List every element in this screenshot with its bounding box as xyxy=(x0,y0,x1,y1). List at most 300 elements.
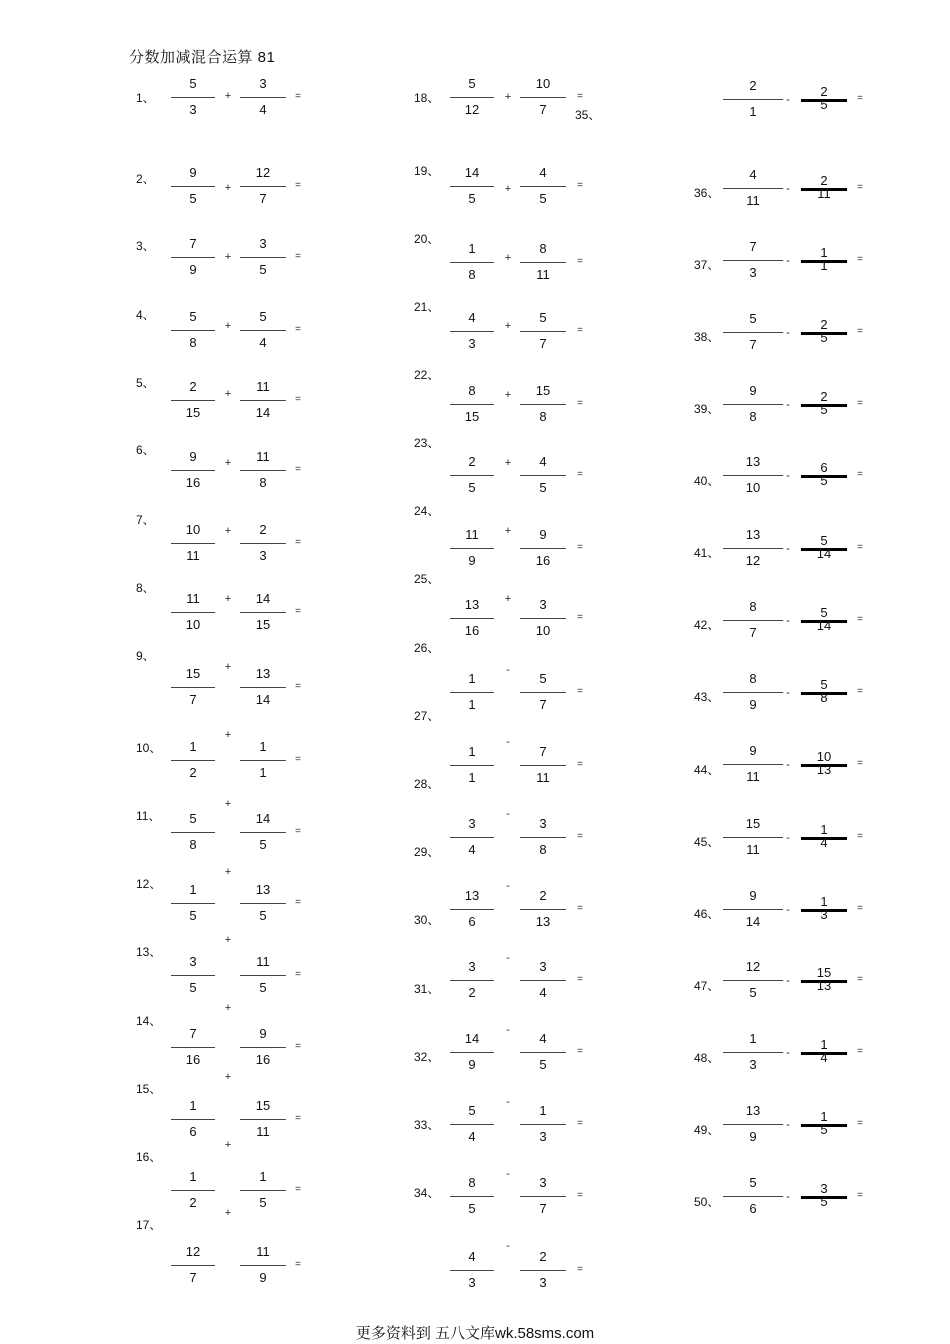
numerator-2: 15 xyxy=(816,965,832,980)
problem-number: 48、 xyxy=(694,1051,720,1065)
numerator-2: 15 xyxy=(255,1098,271,1113)
denominator-2: 5 xyxy=(259,980,267,995)
numerator-2: 5 xyxy=(539,671,547,686)
operator-sign: + xyxy=(224,729,232,741)
denominator-1: 9 xyxy=(189,262,197,277)
equals-sign: = xyxy=(577,325,583,336)
numerator-2: 5 xyxy=(539,310,547,325)
numerator-1: 1 xyxy=(189,1098,197,1113)
problem-number: 37、 xyxy=(694,258,720,272)
page-title: 分数加减混合运算 81 xyxy=(129,49,276,66)
operator-sign: + xyxy=(224,593,232,605)
numerator-1: 8 xyxy=(468,383,476,398)
denominator-2: 4 xyxy=(259,102,267,117)
numerator-1: 14 xyxy=(464,1031,480,1046)
fraction-bar-1 xyxy=(171,687,215,688)
denominator-1: 8 xyxy=(189,335,197,350)
equals-sign: = xyxy=(857,1046,863,1057)
denominator-2: 4 xyxy=(820,835,828,850)
numerator-2: 3 xyxy=(539,816,547,831)
numerator-2: 2 xyxy=(820,173,828,188)
fraction-bar-1 xyxy=(171,470,215,471)
fraction-bar-1 xyxy=(450,1270,494,1271)
numerator-2: 10 xyxy=(535,76,551,91)
problem-number: 1、 xyxy=(136,91,155,105)
equals-sign: = xyxy=(295,1041,301,1052)
denominator-1: 7 xyxy=(189,1270,197,1285)
numerator-2: 14 xyxy=(255,591,271,606)
fraction-bar-2 xyxy=(240,1190,286,1191)
denominator-1: 5 xyxy=(749,985,757,1000)
operator-sign: + xyxy=(224,934,232,946)
denominator-2: 5 xyxy=(539,191,547,206)
denominator-1: 1 xyxy=(468,770,476,785)
operator-sign: + xyxy=(224,866,232,878)
numerator-1: 5 xyxy=(468,1103,476,1118)
problem-number: 21、 xyxy=(414,300,440,314)
numerator-1: 9 xyxy=(749,888,757,903)
fraction-bar-2 xyxy=(520,1124,566,1125)
numerator-2: 5 xyxy=(820,677,828,692)
operator-sign: - xyxy=(786,1119,790,1131)
problem-number: 43、 xyxy=(694,690,720,704)
denominator-2: 7 xyxy=(539,1201,547,1216)
numerator-1: 4 xyxy=(468,310,476,325)
problem-number: 27、 xyxy=(414,709,440,723)
fraction-bar-1 xyxy=(171,1119,215,1120)
equals-sign: = xyxy=(295,754,301,765)
denominator-1: 5 xyxy=(468,1201,476,1216)
fraction-bar-1 xyxy=(723,909,783,910)
denominator-1: 12 xyxy=(464,102,480,117)
numerator-2: 13 xyxy=(255,666,271,681)
fraction-bar-1 xyxy=(450,618,494,619)
equals-sign: = xyxy=(295,897,301,908)
equals-sign: = xyxy=(577,903,583,914)
problem-number: 31、 xyxy=(414,982,440,996)
equals-sign: = xyxy=(857,614,863,625)
problem-number: 24、 xyxy=(414,504,440,518)
denominator-2: 11 xyxy=(817,186,831,201)
operator-sign: + xyxy=(224,320,232,332)
fraction-bar-1 xyxy=(723,980,783,981)
fraction-bar-2 xyxy=(520,1196,566,1197)
fraction-bar-1 xyxy=(723,692,783,693)
fraction-bar-2 xyxy=(240,1265,286,1266)
problem-number: 44、 xyxy=(694,763,720,777)
denominator-2: 14 xyxy=(255,405,271,420)
denominator-1: 5 xyxy=(468,480,476,495)
numerator-1: 2 xyxy=(749,78,757,93)
numerator-2: 2 xyxy=(539,888,547,903)
equals-sign: = xyxy=(577,759,583,770)
fraction-bar-2 xyxy=(240,760,286,761)
numerator-2: 2 xyxy=(539,1249,547,1264)
problem-number: 39、 xyxy=(694,402,720,416)
numerator-1: 1 xyxy=(749,1031,757,1046)
fraction-bar-2 xyxy=(520,980,566,981)
denominator-2: 5 xyxy=(259,837,267,852)
denominator-1: 16 xyxy=(185,1052,201,1067)
denominator-1: 2 xyxy=(189,765,197,780)
numerator-2: 10 xyxy=(816,749,832,764)
operator-sign: + xyxy=(224,1071,232,1083)
numerator-1: 8 xyxy=(749,599,757,614)
fraction-bar-1 xyxy=(450,1124,494,1125)
denominator-1: 8 xyxy=(189,837,197,852)
denominator-1: 15 xyxy=(185,405,201,420)
equals-sign: = xyxy=(577,180,583,191)
numerator-2: 11 xyxy=(256,954,270,969)
equals-sign: = xyxy=(857,469,863,480)
denominator-1: 3 xyxy=(468,1275,476,1290)
fraction-bar-1 xyxy=(171,186,215,187)
operator-sign: - xyxy=(786,615,790,627)
fraction-bar-2 xyxy=(520,404,566,405)
fraction-bar-1 xyxy=(171,330,215,331)
operator-sign: - xyxy=(506,808,510,820)
denominator-2: 9 xyxy=(259,1270,267,1285)
equals-sign: = xyxy=(295,464,301,475)
denominator-2: 5 xyxy=(539,480,547,495)
denominator-1: 1 xyxy=(468,697,476,712)
denominator-1: 5 xyxy=(189,191,197,206)
denominator-2: 5 xyxy=(820,97,828,112)
numerator-2: 4 xyxy=(539,165,547,180)
numerator-1: 1 xyxy=(468,241,476,256)
operator-sign: + xyxy=(224,388,232,400)
denominator-1: 16 xyxy=(185,475,201,490)
numerator-2: 6 xyxy=(820,460,828,475)
numerator-1: 9 xyxy=(189,165,197,180)
denominator-1: 9 xyxy=(749,697,757,712)
operator-sign: - xyxy=(506,1168,510,1180)
operator-sign: + xyxy=(224,1207,232,1219)
operator-sign: + xyxy=(224,525,232,537)
numerator-1: 13 xyxy=(745,1103,761,1118)
operator-sign: + xyxy=(504,389,512,401)
equals-sign: = xyxy=(857,903,863,914)
denominator-1: 11 xyxy=(746,193,760,208)
fraction-bar-1 xyxy=(450,548,494,549)
numerator-2: 3 xyxy=(539,597,547,612)
numerator-1: 3 xyxy=(468,816,476,831)
denominator-1: 10 xyxy=(185,617,201,632)
problem-number: 38、 xyxy=(694,330,720,344)
denominator-2: 3 xyxy=(539,1129,547,1144)
fraction-bar-2 xyxy=(520,1270,566,1271)
fraction-bar-1 xyxy=(450,404,494,405)
numerator-1: 1 xyxy=(189,739,197,754)
denominator-1: 5 xyxy=(189,980,197,995)
problem-number: 10、 xyxy=(136,741,162,755)
equals-sign: = xyxy=(295,180,301,191)
numerator-2: 3 xyxy=(259,76,267,91)
fraction-bar-1 xyxy=(171,1047,215,1048)
numerator-2: 2 xyxy=(820,84,828,99)
fraction-bar-1 xyxy=(171,612,215,613)
denominator-2: 15 xyxy=(255,617,271,632)
numerator-1: 1 xyxy=(189,882,197,897)
operator-sign: + xyxy=(224,661,232,673)
numerator-2: 8 xyxy=(539,241,547,256)
problem-number: 14、 xyxy=(136,1014,162,1028)
equals-sign: = xyxy=(295,606,301,617)
problem-number: 49、 xyxy=(694,1123,720,1137)
equals-sign: = xyxy=(295,1259,301,1270)
problem-number: 2、 xyxy=(136,172,155,186)
equals-sign: = xyxy=(577,1264,583,1275)
numerator-2: 1 xyxy=(820,822,828,837)
footer-text: 更多资料到 五八文库wk.58sms.com xyxy=(355,1325,595,1342)
fraction-bar-1 xyxy=(723,99,783,100)
denominator-1: 7 xyxy=(749,337,757,352)
numerator-2: 12 xyxy=(255,165,271,180)
fraction-bar-1 xyxy=(171,257,215,258)
denominator-1: 3 xyxy=(749,1057,757,1072)
operator-sign: - xyxy=(506,880,510,892)
denominator-2: 14 xyxy=(816,546,832,561)
denominator-2: 8 xyxy=(539,409,547,424)
fraction-bar-1 xyxy=(723,548,783,549)
fraction-bar-1 xyxy=(723,332,783,333)
problem-number: 16、 xyxy=(136,1150,162,1164)
fraction-bar-1 xyxy=(723,260,783,261)
problem-number: 6、 xyxy=(136,443,155,457)
denominator-2: 3 xyxy=(820,907,828,922)
numerator-1: 7 xyxy=(749,239,757,254)
fraction-bar-1 xyxy=(450,186,494,187)
fraction-bar-1 xyxy=(450,475,494,476)
fraction-bar-2 xyxy=(520,262,566,263)
fraction-bar-2 xyxy=(240,975,286,976)
numerator-1: 5 xyxy=(749,1175,757,1190)
fraction-bar-1 xyxy=(450,692,494,693)
equals-sign: = xyxy=(295,394,301,405)
problem-number: 13、 xyxy=(136,945,162,959)
denominator-1: 6 xyxy=(468,914,476,929)
fraction-bar-1 xyxy=(450,909,494,910)
numerator-2: 4 xyxy=(539,1031,547,1046)
denominator-1: 8 xyxy=(749,409,757,424)
operator-sign: + xyxy=(224,798,232,810)
equals-sign: = xyxy=(577,1046,583,1057)
equals-sign: = xyxy=(295,1184,301,1195)
fraction-bar-1 xyxy=(450,1052,494,1053)
fraction-bar-2 xyxy=(240,400,286,401)
equals-sign: = xyxy=(577,1118,583,1129)
numerator-1: 11 xyxy=(465,527,479,542)
operator-sign: + xyxy=(504,457,512,469)
denominator-2: 1 xyxy=(820,258,828,273)
problem-number: 23、 xyxy=(414,436,440,450)
numerator-2: 2 xyxy=(820,389,828,404)
denominator-1: 3 xyxy=(468,336,476,351)
denominator-2: 5 xyxy=(259,262,267,277)
denominator-1: 9 xyxy=(468,1057,476,1072)
operator-sign: - xyxy=(506,664,510,676)
problem-number: 8、 xyxy=(136,581,155,595)
denominator-1: 14 xyxy=(745,914,761,929)
fraction-bar-2 xyxy=(240,903,286,904)
denominator-1: 12 xyxy=(745,553,761,568)
equals-sign: = xyxy=(577,542,583,553)
operator-sign: - xyxy=(506,952,510,964)
denominator-1: 3 xyxy=(749,265,757,280)
problem-number: 22、 xyxy=(414,368,440,382)
numerator-1: 3 xyxy=(468,959,476,974)
denominator-2: 5 xyxy=(259,908,267,923)
problem-number: 42、 xyxy=(694,618,720,632)
fraction-bar-2 xyxy=(520,331,566,332)
problem-number: 34、 xyxy=(414,1186,440,1200)
operator-sign: - xyxy=(786,399,790,411)
denominator-1: 6 xyxy=(749,1201,757,1216)
problem-number: 19、 xyxy=(414,164,440,178)
operator-sign: + xyxy=(224,1139,232,1151)
denominator-2: 11 xyxy=(256,1124,270,1139)
equals-sign: = xyxy=(857,93,863,104)
denominator-1: 11 xyxy=(746,842,760,857)
operator-sign: + xyxy=(504,593,512,605)
denominator-2: 14 xyxy=(255,692,271,707)
fraction-bar-1 xyxy=(723,620,783,621)
equals-sign: = xyxy=(577,398,583,409)
denominator-2: 4 xyxy=(259,335,267,350)
numerator-1: 8 xyxy=(468,1175,476,1190)
numerator-1: 9 xyxy=(189,449,197,464)
problem-number: 5、 xyxy=(136,376,155,390)
numerator-1: 1 xyxy=(189,1169,197,1184)
denominator-2: 7 xyxy=(539,102,547,117)
fraction-bar-1 xyxy=(450,980,494,981)
fraction-bar-2 xyxy=(520,765,566,766)
denominator-2: 4 xyxy=(539,985,547,1000)
numerator-1: 15 xyxy=(185,666,201,681)
numerator-1: 4 xyxy=(749,167,757,182)
equals-sign: = xyxy=(295,91,301,102)
denominator-1: 9 xyxy=(468,553,476,568)
denominator-2: 5 xyxy=(820,1194,828,1209)
problem-number: 46、 xyxy=(694,907,720,921)
fraction-bar-2 xyxy=(240,257,286,258)
problem-number: 29、 xyxy=(414,845,440,859)
fraction-bar-1 xyxy=(723,475,783,476)
problem-number: 12、 xyxy=(136,877,162,891)
equals-sign: = xyxy=(295,1113,301,1124)
denominator-2: 8 xyxy=(539,842,547,857)
fraction-bar-1 xyxy=(723,1052,783,1053)
fraction-bar-2 xyxy=(520,1052,566,1053)
numerator-2: 1 xyxy=(539,1103,547,1118)
equals-sign: = xyxy=(577,469,583,480)
fraction-bar-1 xyxy=(450,262,494,263)
numerator-2: 1 xyxy=(820,1109,828,1124)
denominator-2: 11 xyxy=(536,267,550,282)
operator-sign: - xyxy=(786,1047,790,1059)
denominator-2: 13 xyxy=(816,978,832,993)
equals-sign: = xyxy=(295,251,301,262)
numerator-1: 8 xyxy=(749,671,757,686)
numerator-1: 4 xyxy=(468,1249,476,1264)
fraction-bar-2 xyxy=(520,618,566,619)
denominator-2: 5 xyxy=(820,402,828,417)
denominator-2: 13 xyxy=(816,762,832,777)
fraction-bar-2 xyxy=(520,475,566,476)
fraction-bar-2 xyxy=(240,543,286,544)
denominator-2: 5 xyxy=(820,473,828,488)
operator-sign: - xyxy=(786,975,790,987)
fraction-bar-1 xyxy=(723,404,783,405)
fraction-bar-1 xyxy=(723,1124,783,1125)
denominator-2: 3 xyxy=(259,548,267,563)
numerator-1: 12 xyxy=(745,959,761,974)
fraction-bar-2 xyxy=(520,186,566,187)
fraction-bar-1 xyxy=(723,764,783,765)
numerator-2: 11 xyxy=(256,1244,270,1259)
denominator-2: 4 xyxy=(820,1050,828,1065)
problem-number: 11、 xyxy=(136,809,161,823)
equals-sign: = xyxy=(857,1190,863,1201)
equals-sign: = xyxy=(295,826,301,837)
fraction-bar-1 xyxy=(723,188,783,189)
denominator-1: 5 xyxy=(468,191,476,206)
problem-number: 7、 xyxy=(136,513,155,527)
denominator-2: 3 xyxy=(539,1275,547,1290)
numerator-1: 2 xyxy=(468,454,476,469)
fraction-bar-2 xyxy=(240,1047,286,1048)
numerator-1: 1 xyxy=(468,744,476,759)
numerator-1: 11 xyxy=(186,591,200,606)
problem-number: 41、 xyxy=(694,546,720,560)
denominator-1: 2 xyxy=(189,1195,197,1210)
denominator-2: 8 xyxy=(259,475,267,490)
problem-number: 4、 xyxy=(136,308,155,322)
equals-sign: = xyxy=(857,254,863,265)
numerator-1: 5 xyxy=(189,309,197,324)
operator-sign: - xyxy=(506,1096,510,1108)
numerator-1: 2 xyxy=(189,379,197,394)
operator-sign: + xyxy=(504,183,512,195)
fraction-bar-2 xyxy=(520,909,566,910)
numerator-2: 1 xyxy=(820,1037,828,1052)
operator-sign: - xyxy=(786,1191,790,1203)
operator-sign: - xyxy=(506,1240,510,1252)
denominator-2: 11 xyxy=(536,770,550,785)
numerator-1: 5 xyxy=(189,76,197,91)
fraction-bar-2 xyxy=(240,186,286,187)
operator-sign: - xyxy=(786,255,790,267)
denominator-1: 11 xyxy=(746,769,760,784)
operator-sign: + xyxy=(224,182,232,194)
denominator-2: 8 xyxy=(820,690,828,705)
operator-sign: - xyxy=(506,736,510,748)
numerator-2: 1 xyxy=(820,894,828,909)
problem-number: 33、 xyxy=(414,1118,440,1132)
numerator-2: 5 xyxy=(820,533,828,548)
denominator-2: 5 xyxy=(820,1122,828,1137)
numerator-2: 1 xyxy=(259,739,267,754)
fraction-bar-1 xyxy=(723,1196,783,1197)
operator-sign: - xyxy=(786,183,790,195)
numerator-2: 5 xyxy=(259,309,267,324)
numerator-2: 15 xyxy=(535,383,551,398)
denominator-1: 4 xyxy=(468,1129,476,1144)
fraction-bar-1 xyxy=(171,97,215,98)
fraction-bar-1 xyxy=(171,903,215,904)
equals-sign: = xyxy=(577,686,583,697)
numerator-2: 14 xyxy=(255,811,271,826)
